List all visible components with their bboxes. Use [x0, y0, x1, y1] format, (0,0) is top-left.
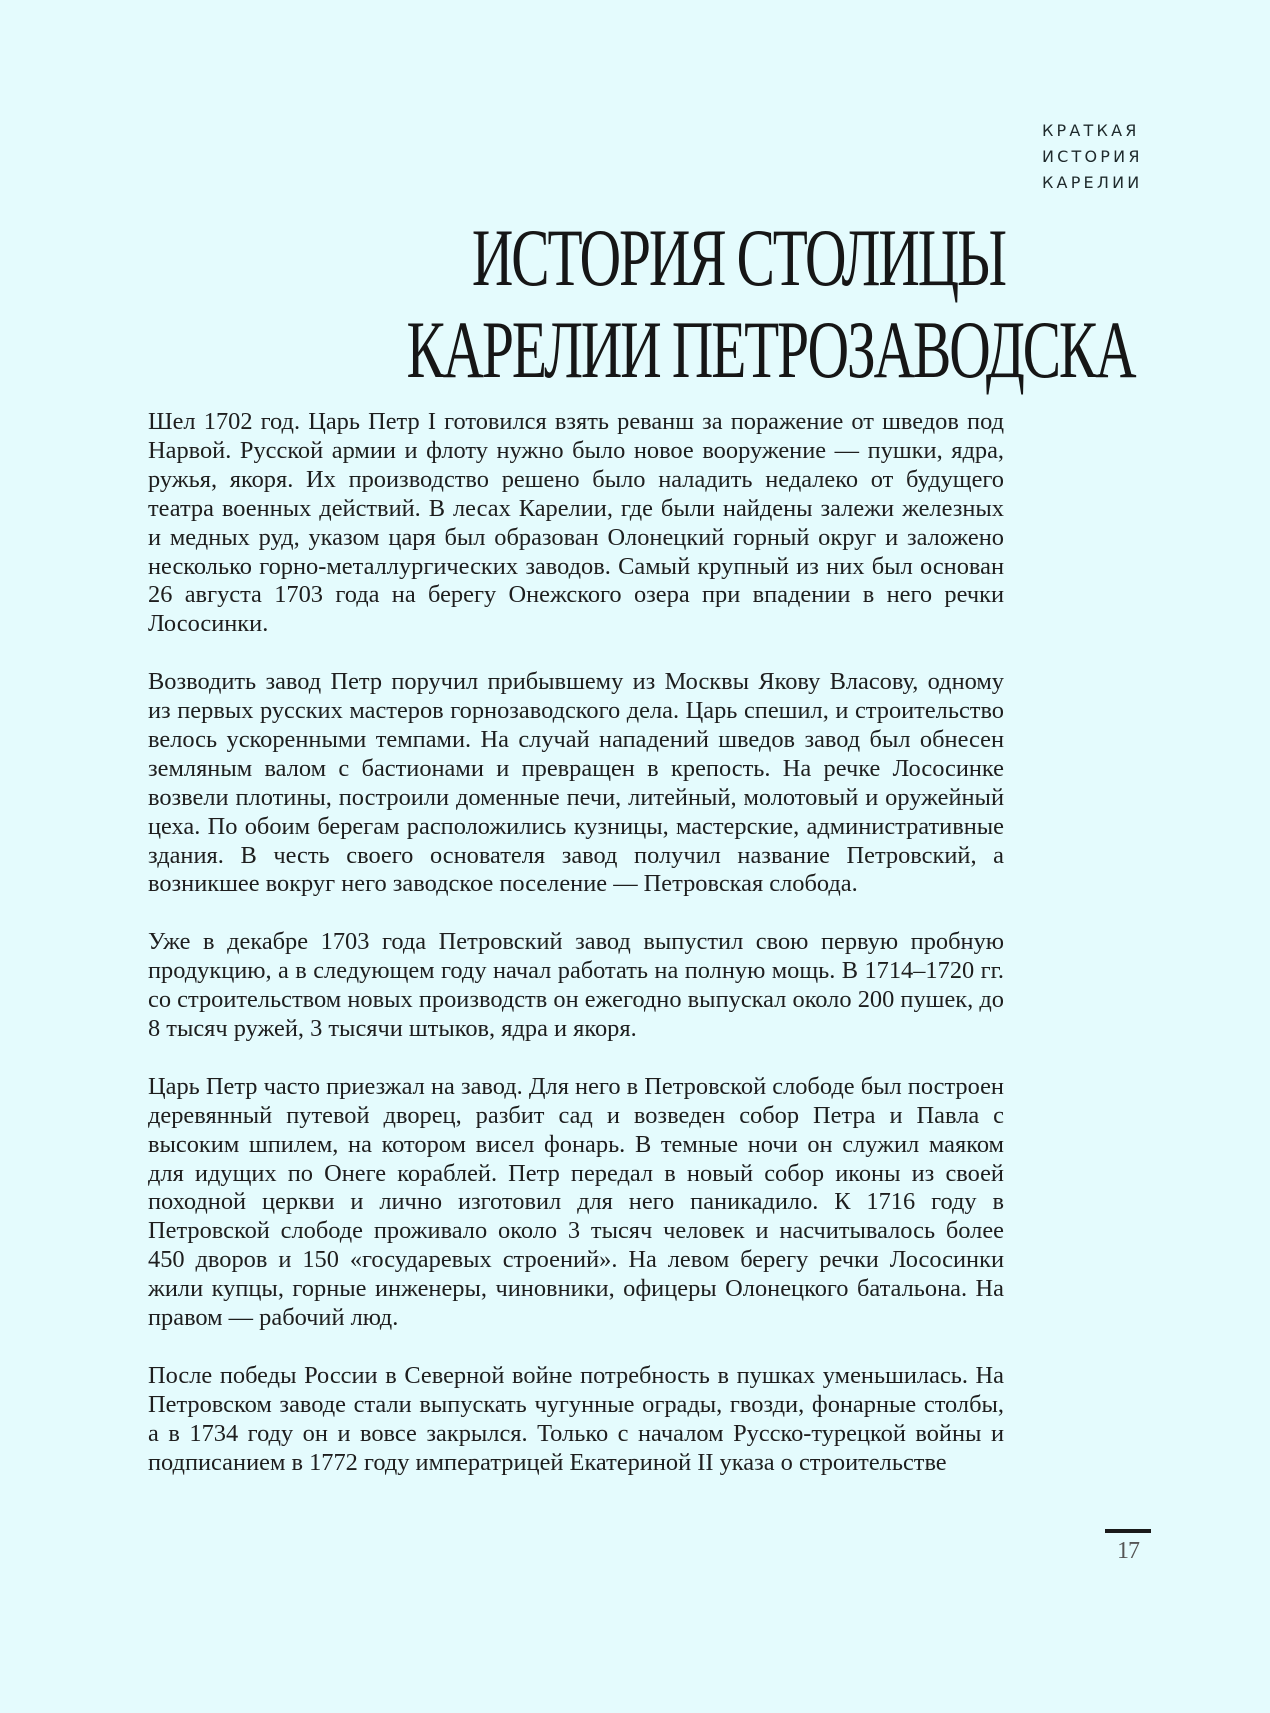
paragraph: Возводить завод Петр поручил прибывшему из Москвы Якову Власову, одному из первых русских мастеров горнозаводского дела. Царь спешил, и строительство велось ускоренными темпами. На случай нападений шведов завод был обнесен земляным валом с бастионами и превращен в крепость. На речке Лососинке возвели плотины, построили доменные печи, литейный, молотовый и оружейный цеха. По обоим берегам расположились кузницы, мастерские, административные здания. В честь своего основателя завод получил название Петровский, а возникшее вокруг него заводское поселение — Петровская слобода. [148, 668, 1004, 898]
chapter-title-line: ИСТОРИЯ СТОЛИЦЫ [471, 212, 1005, 303]
chapter-title-line: КАРЕЛИИ ПЕТРОЗАВОДСКА [406, 304, 1135, 395]
section-label-line: ИСТОРИЯ [1042, 147, 1143, 166]
section-label-line: КРАТКАЯ [1042, 121, 1140, 140]
section-label-line: КАРЕЛИИ [1042, 173, 1143, 192]
body-text [148, 408, 1004, 1506]
paragraph: Уже в декабре 1703 года Петровский завод выпустил свою первую пробную продукцию, а в следующем году начал работать на полную мощь. В 1714–1720 гг. со строительством новых производств он ежегодно выпускал около 200 пушек, до 8 тысяч ружей, 3 тысячи штыков, ядра и якоря. [148, 928, 1004, 1042]
chapter-title [406, 212, 1135, 396]
paragraph: Шел 1702 год. Царь Петр I готовился взять реванш за поражение от шведов под Нарвой. Русской армии и флоту нужно было новое вооружение — пушки, ядра, ружья, якоря. Их производство решено было наладить недалеко от будущего театра военных действий. В лесах Карелии, где были найдены залежи железных и медных руд, указом царя был образован Олонецкий горный округ и заложено несколько горно-металлургических заводов. Самый крупный из них был основан 26 августа 1703 года на берегу Онежского озера при впадении в него речки Лососинки. [148, 408, 1004, 638]
paragraph: После победы России в Северной войне потребность в пушках уменьшилась. На Петровском заводе стали выпускать чугунные ограды, гвозди, фонарные столбы, а в 1734 году он и вовсе закрылся. Только с началом Русско-турецкой войны и подписанием в 1772 году императрицей Екатериной II указа о строительстве [148, 1361, 1004, 1476]
page-number: 17 [1117, 1538, 1139, 1564]
section-label [1042, 118, 1192, 196]
page-number-rule [1105, 1529, 1151, 1533]
paragraph: Царь Петр часто приезжал на завод. Для него в Петровской слободе был построен деревянный путевой дворец, разбит сад и возведен собор Петра и Павла с высоким шпилем, на котором висел фонарь. В темные ночи он служил маяком для идущих по Онеге кораблей. Петр передал в новый собор иконы из своей походной церкви и лично изготовил для него паникадило. К 1716 году в Петровской слободе проживало около 3 тысяч человек и насчитывалось более 450 дворов и 150 «государевых строений». На левом берегу речки Лососинки жили купцы, горные инженеры, чиновники, офицеры Олонецкого батальона. На правом — рабочий люд. [148, 1072, 1004, 1332]
